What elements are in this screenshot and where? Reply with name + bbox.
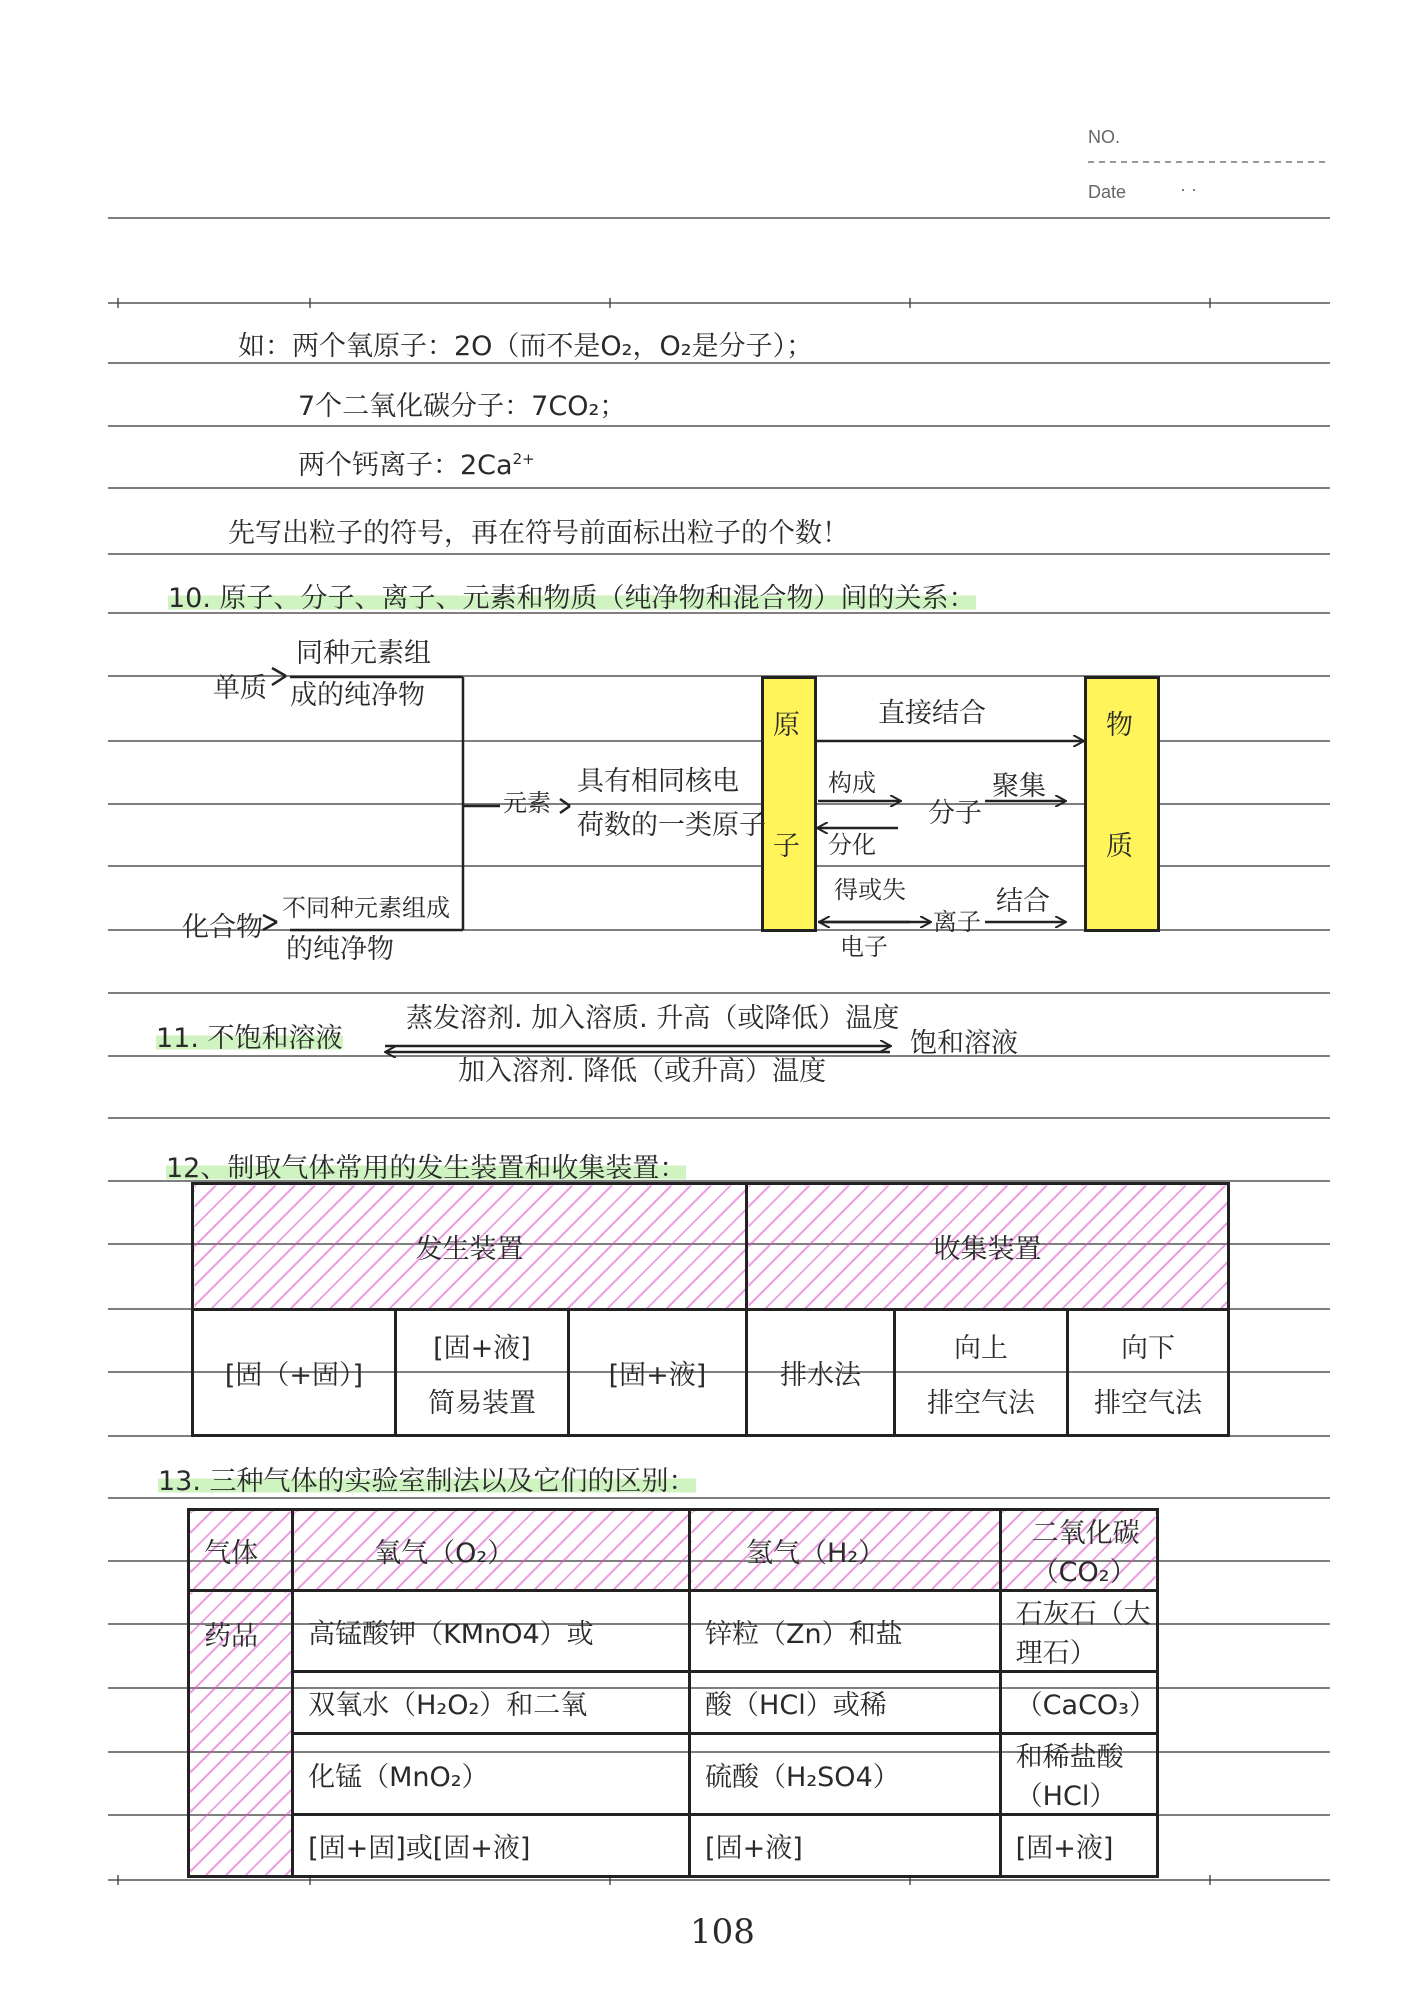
h2-cell-2: 酸（HCl）或稀 (690, 1672, 1001, 1734)
o2-cell-4: [固+固]或[固+液] (293, 1815, 690, 1877)
co2-cell-4: [固+液] (1000, 1815, 1157, 1877)
solid-liquid-cell: [固+液] (569, 1310, 747, 1436)
huahewu-def-1: 不同种元素组成 (282, 894, 450, 922)
generator-header: 发生装置 (193, 1184, 747, 1310)
direct-combine-label: 直接结合 (878, 698, 986, 729)
lizi-label: 离子 (933, 908, 981, 936)
date-dots: · · (1180, 179, 1197, 199)
goucheng-label: 构成 (828, 769, 876, 797)
row-label-drugs: 药品 (189, 1591, 293, 1877)
jiehe-label: 结合 (996, 886, 1050, 917)
atom-char-2: 子 (773, 831, 800, 862)
solid-solid-cell: [固（+固）] (193, 1310, 396, 1436)
co2-cell-2: （CaCO₃） (1000, 1672, 1157, 1734)
atom-char-1: 原 (773, 710, 800, 741)
section-11-right: 饱和溶液 (910, 1028, 1018, 1059)
col-gas: 气体 (189, 1510, 293, 1591)
charge-superscript: 2+ (512, 450, 535, 468)
desi-label: 得或失 (834, 876, 906, 904)
date-label: Date (1088, 182, 1127, 202)
huahewu-def-2: 的纯净物 (286, 934, 394, 965)
section-11-left-text: 11. 不饱和溶液 (156, 1023, 343, 1054)
yuansu-label: 元素 (503, 789, 551, 817)
yuansu-def-2: 荷数的一类原子 (577, 810, 766, 841)
section-11-bottom: 加入溶剂. 降低（或升高）温度 (458, 1056, 827, 1087)
huahewu-label: 化合物 (182, 912, 263, 943)
col-co2: 二氧化碳（CO₂） (1000, 1510, 1157, 1591)
example-line-1: 如：两个氧原子：2O（而不是O₂，O₂是分子）； (238, 331, 814, 362)
gas-preparation-table (187, 1508, 1159, 1878)
fenzi-label: 分子 (928, 798, 982, 829)
simple-apparatus-cell (396, 1310, 569, 1436)
downward-label: 向下 (1121, 1332, 1175, 1364)
downward-method: 排空气法 (1094, 1387, 1202, 1419)
matter-char-2: 质 (1106, 831, 1133, 862)
h2-cell-4: [固+液] (690, 1815, 1001, 1877)
yuansu-def-1: 具有相同核电 (577, 766, 739, 797)
o2-cell-2: 双氧水（H₂O₂）和二氧 (293, 1672, 690, 1734)
col-h2: 氢气（H₂） (690, 1510, 1001, 1591)
collector-header: 收集装置 (747, 1184, 1229, 1310)
danzhi-def-1: 同种元素组 (296, 638, 431, 669)
h2-cell-3: 硫酸（H₂SO4） (690, 1734, 1001, 1815)
simple-apparatus-label: 简易装置 (428, 1387, 536, 1419)
section-12-title-text: 12、制取气体常用的发生装置和收集装置： (166, 1153, 687, 1184)
co2-cell-3: 和稀盐酸（HCl） (1000, 1734, 1157, 1815)
page-number: 108 (690, 1912, 755, 1952)
upward-air-cell (895, 1310, 1068, 1436)
dianzi-label: 电子 (840, 933, 888, 961)
upward-label: 向上 (954, 1332, 1008, 1364)
juji-label: 聚集 (992, 771, 1046, 802)
upward-method: 排空气法 (927, 1387, 1035, 1419)
col-o2: 氧气（O₂） (293, 1510, 690, 1591)
downward-air-cell (1068, 1310, 1229, 1436)
section-10-title-text: 10. 原子、分子、离子、元素和物质（纯净物和混合物）间的关系： (168, 583, 976, 614)
fenjie-label: 分化 (828, 831, 876, 859)
danzhi-def-2: 成的纯净物 (290, 680, 425, 711)
example-line-2: 7个二氧化碳分子：7CO₂； (298, 391, 627, 422)
simple-apparatus-type: [固+液] (433, 1332, 531, 1364)
example-line-3-text: 两个钙离子：2Ca (298, 450, 513, 481)
water-displacement-cell: 排水法 (747, 1310, 895, 1436)
co2-cell-1: 石灰石（大理石） (1000, 1591, 1157, 1672)
matter-char-1: 物 (1106, 710, 1133, 741)
section-13-title (158, 1468, 696, 1495)
danzhi-label: 单质 (213, 673, 267, 704)
h2-cell-1: 锌粒（Zn）和盐 (690, 1591, 1001, 1672)
no-label: NO. (1088, 127, 1121, 147)
section-11-top: 蒸发溶剂. 加入溶质. 升高（或降低）温度 (406, 1003, 900, 1034)
example-rule: 先写出粒子的符号，再在符号前面标出粒子的个数！ (228, 518, 849, 549)
o2-cell-1: 高锰酸钾（KMnO4）或 (293, 1591, 690, 1672)
o2-cell-3: 化锰（MnO₂） (293, 1734, 690, 1815)
section-13-title-text: 13. 三种气体的实验室制法以及它们的区别： (158, 1466, 696, 1497)
section-12-title (166, 1155, 686, 1182)
apparatus-table (191, 1182, 1230, 1437)
